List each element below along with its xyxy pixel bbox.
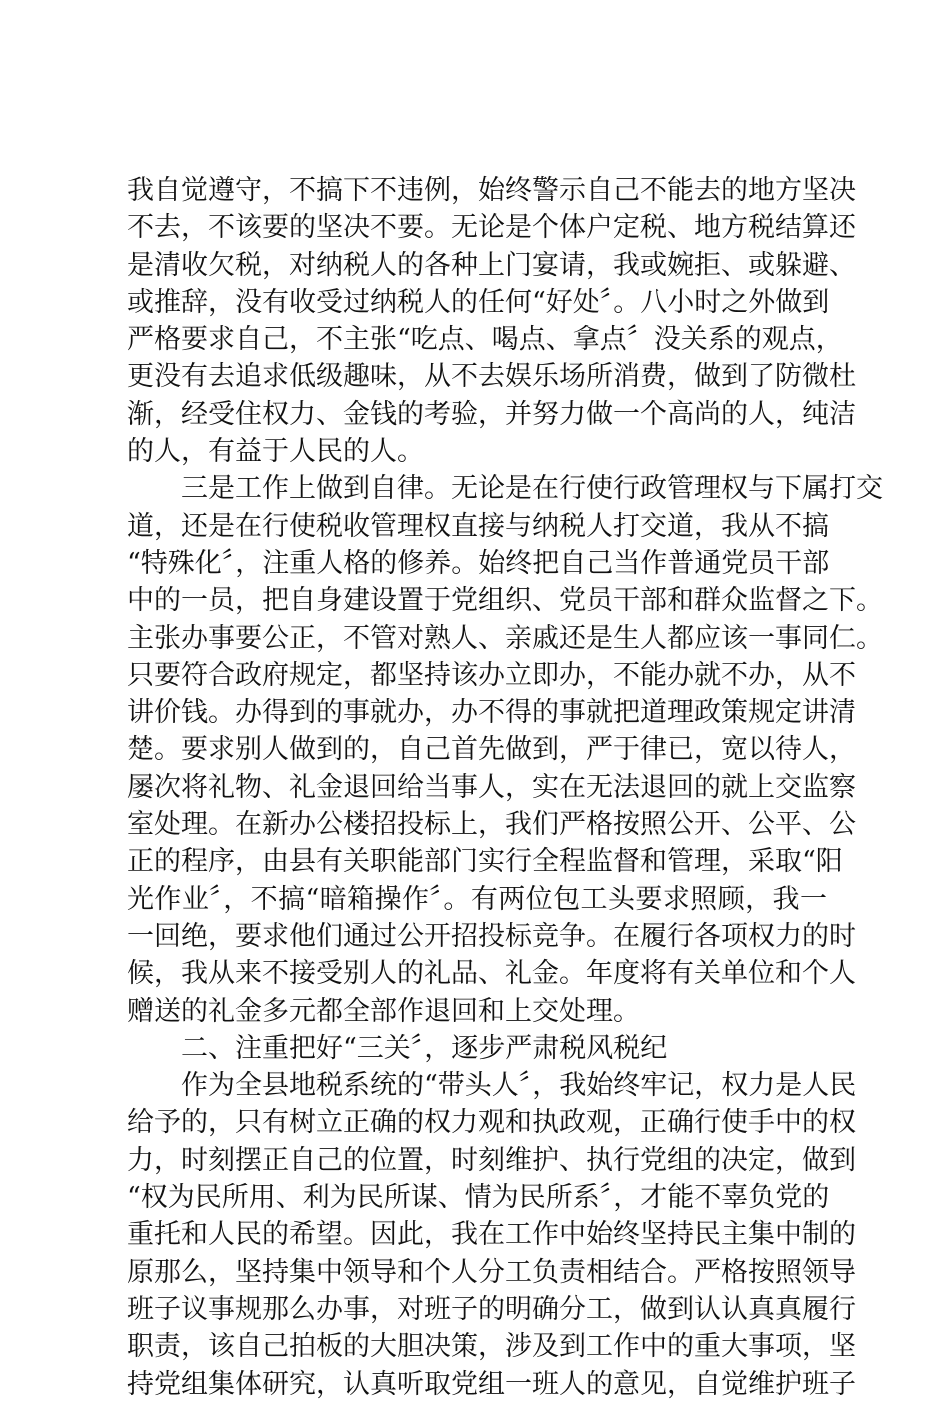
text-line: 的人，有益于人民的人。 <box>127 436 424 468</box>
text-line: “权为民所用、利为民所谋、情为民所系〞，才能不辜负党的 <box>127 1182 830 1214</box>
text-line: “特殊化〞，注重人格的修养。始终把自己当作普通党员干部 <box>127 547 830 579</box>
text-line: 赠送的礼金多元都全部作退回和上交处理。 <box>127 995 640 1027</box>
text-line: 是清收欠税，对纳税人的各种上门宴请，我或婉拒、或躲避、 <box>127 249 856 281</box>
text-line: 室处理。在新办公楼招投标上，我们严格按照公开、公平、公 <box>127 809 856 841</box>
text-line: 光作业〞，不搞“暗箱操作〞。有两位包工头要求照顾，我一 <box>127 883 827 915</box>
paragraph-start-line: 三是工作上做到自律。无论是在行使行政管理权与下属打交 <box>181 473 883 505</box>
text-line: 职责，该自己拍板的大胆决策，涉及到工作中的重大事项，坚 <box>127 1331 856 1363</box>
text-line: 或推辞，没有收受过纳税人的任何“好处〞。八小时之外做到 <box>127 286 830 318</box>
text-line: 只要符合政府规定，都坚持该办立即办，不能办就不办，从不 <box>127 659 856 691</box>
paragraph-start-line: 作为全县地税系统的“带头人〞，我始终牢记，权力是人民 <box>181 1070 857 1102</box>
text-line: 给予的，只有树立正确的权力观和执政观，正确行使手中的权 <box>127 1107 856 1139</box>
text-line: 道，还是在行使税收管理权直接与纳税人打交道，我从不搞 <box>127 510 829 542</box>
text-line: 讲价钱。办得到的事就办，办不得的事就把道理政策规定讲清 <box>127 697 856 729</box>
text-line: 一回绝，要求他们通过公开招投标竞争。在履行各项权力的时 <box>127 920 856 952</box>
text-line: 正的程序，由县有关职能部门实行全程监督和管理，采取“阳 <box>127 846 843 878</box>
text-line: 渐，经受住权力、金钱的考验，并努力做一个高尚的人，纯洁 <box>127 398 856 430</box>
text-line: 主张办事要公正，不管对熟人、亲戚还是生人都应该一事同仁。 <box>127 622 883 654</box>
text-line: 楚。要求别人做到的，自己首先做到，严于律已，宽以待人， <box>127 734 856 766</box>
section-heading: 二、注重把好“三关〞，逐步严肃税风税纪 <box>181 1032 668 1064</box>
text-line: 严格要求自己，不主张“吃点、喝点、拿点〞没关系的观点， <box>127 324 843 356</box>
text-line: 原那么，坚持集中领导和个人分工负责相结合。严格按照领导 <box>127 1256 856 1288</box>
text-line: 力，时刻摆正自己的位置，时刻维护、执行党组的决定，做到 <box>127 1144 856 1176</box>
document-body <box>127 172 883 1403</box>
text-line: 屡次将礼物、礼金退回给当事人，实在无法退回的就上交监察 <box>127 771 856 803</box>
text-line: 我自觉遵守，不搞下不违例，始终警示自己不能去的地方坚决 <box>127 175 856 206</box>
text-line: 持党组集体研究，认真听取党组一班人的意见，自觉维护班子 <box>127 1368 856 1400</box>
text-line: 候，我从来不接受别人的礼品、礼金。年度将有关单位和个人 <box>127 958 856 990</box>
text-line: 重托和人民的希望。因此，我在工作中始终坚持民主集中制的 <box>127 1219 856 1251</box>
text-line: 不去，不该要的坚决不要。无论是个体户定税、地方税结算还 <box>127 212 856 244</box>
text-line: 中的一员，把自身建设置于党组织、党员干部和群众监督之下。 <box>127 585 883 617</box>
text-line: 班子议事规那么办事，对班子的明确分工，做到认认真真履行 <box>127 1293 856 1325</box>
text-line: 更没有去追求低级趣味，从不去娱乐场所消费，做到了防微杜 <box>127 361 856 393</box>
